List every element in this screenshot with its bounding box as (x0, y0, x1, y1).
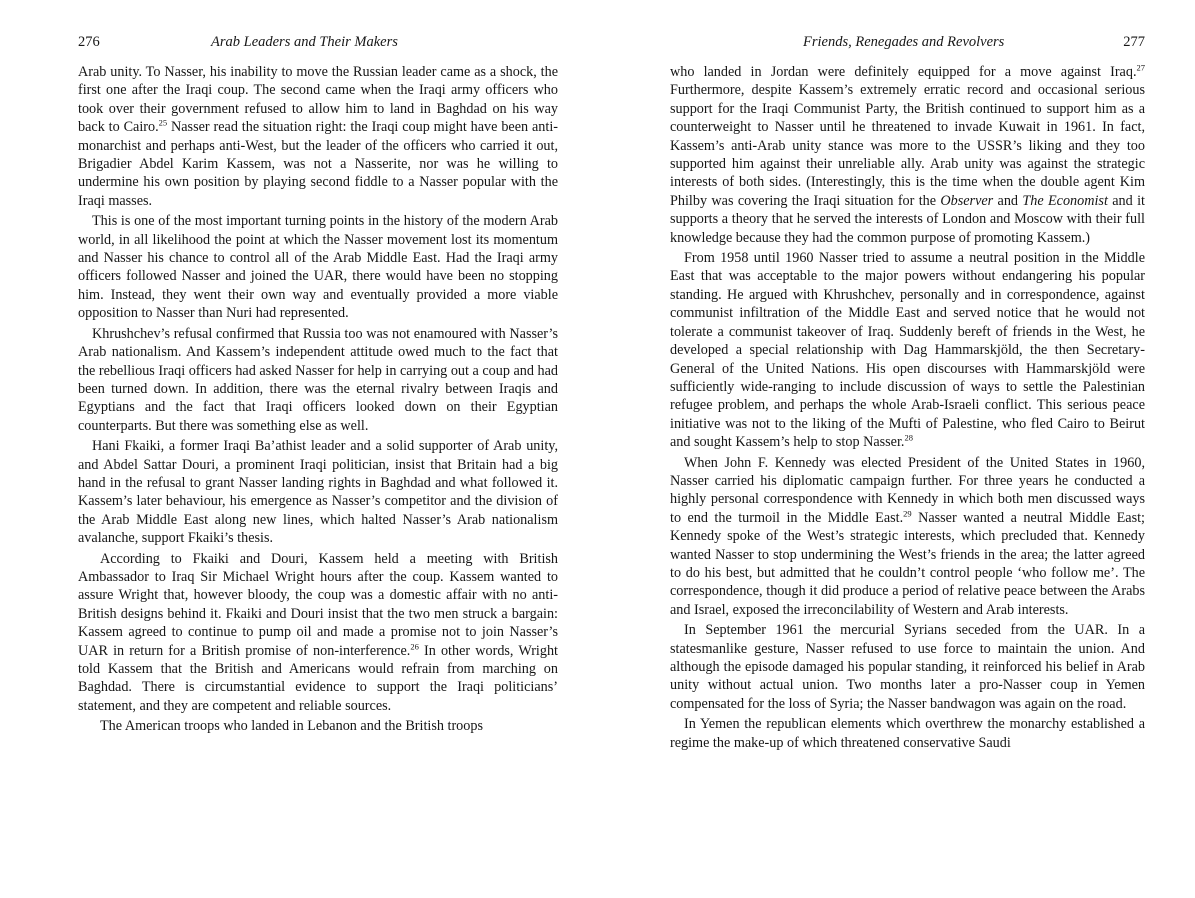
left-body-text (78, 63, 558, 736)
paragraph (670, 621, 1145, 713)
footnote-marker: 25 (158, 117, 168, 128)
paragraph (78, 550, 558, 716)
left-page-number: 276 (78, 34, 100, 50)
body-text-segment: When John F. Kennedy was elected President of the United States in 1960, Nasser carried his diplomatic campaign further. For three years he conducted a highly personal correspondence with Kennedy in which both men discussed ways to end the turmoil in the Middle East. (670, 454, 1145, 526)
italic-title-text: The Economist (1022, 192, 1108, 209)
right-page (600, 0, 1195, 898)
footnote-marker: 26 (410, 640, 419, 651)
body-text-segment: Furthermore, despite Kassem’s extremely erratic record and occasional serious support for the Iraqi Communist Party, the British continued to support him as a counterweight to Nasser until he threatened to invade Kuwait in 1961. In fact, Kassem’s anti-Arab unity stance was more to the USSR’s liking and they too supported him against their unreliable ally. Arab unity was against the strategic interests of both sides. (Interestingly, this is the time when the double agent Kim Philby was covering the Iraqi situation for the (670, 82, 1145, 209)
paragraph (78, 437, 558, 547)
body-text-segment: Nasser wanted a neutral Middle East; Kennedy spoke of the West’s strategic interests, which precluded that. Kennedy wanted Nasser to stop undermining the West’s friends in the area; the latter agreed to do his best, but admitted that he couldn’t control people ‘who follow me’. The correspondence, though it did produce a period of relative peace between the Arabs and Israel, exposed the irreconcilability of Western and Arab interests. (670, 509, 1145, 618)
body-text-segment: In other words, Wright told Kassem that the British and Americans would refrain from marching on Baghdad. There is circumstantial evidence to support the Iraqi politicians’ statement, and they are competent and reliable sources. (78, 642, 558, 714)
paragraph (670, 454, 1145, 620)
body-text-segment: In Yemen the republican elements which overthrew the monarchy established a regime the make-up of which threatened conservative Saudi (670, 716, 1145, 751)
left-running-title: Arab Leaders and Their Makers (211, 34, 398, 50)
body-text-segment: and it supports a theory that he served the interests of London and Moscow with their full knowledge because they had the common purpose of promoting Kassem.) (670, 192, 1145, 246)
paragraph (78, 212, 558, 322)
body-text-segment: From 1958 until 1960 Nasser tried to assume a neutral position in the Middle East that was acceptable to the major powers without endangering his popular standing. He argued with Khrushchev, personally and in correspondence, against communist infiltration of the Middle East and served notice that he would not tolerate a communist takeover of Iraq. Suddenly bereft of friends in the West, he developed a special relationship with Dag Hammarskjöld, the then Secretary-General of the United Nations. His open discourses with Hammarskjöld were sufficiently wide-ranging to include discussion of ways to settle the Palestinian refugee problem, and perhaps the whole Arab-Israeli conflict. This serious peace initiative was not to the liking of the Mufti of Palestine, who fled Cairo to Beirut and sought Kassem’s help to stop Nasser. (670, 250, 1145, 451)
paragraph (78, 717, 558, 735)
right-page-number: 277 (1123, 34, 1145, 50)
body-text-segment: According to Fkaiki and Douri, Kassem held a meeting with British Ambassador to Iraq Sir Michael Wright hours after the coup. Kassem wanted to assure Wright that, however bloody, the coup was a domestic affair with no anti-British designs behind it. Fkaiki and Douri insist that the two men struck a bargain: Kassem agreed to continue to pump oil and made a promise not to join Nasser’s UAR in return for a British promise of non-interference. (78, 550, 558, 659)
italic-title-text: Observer (940, 192, 994, 209)
footnote-marker: 28 (904, 432, 913, 443)
paragraph (78, 325, 558, 435)
paragraph (78, 63, 558, 210)
footnote-marker: 29 (903, 508, 912, 519)
left-running-head (78, 30, 558, 54)
body-text-segment: Arab unity. To Nasser, his inability to move the Russian leader came as a shock, the first one after the Iraqi coup. The second came when the Iraqi army officers who took over their government refused to allow him to land in Baghdad on his way back to Cairo. (78, 64, 558, 136)
body-text-segment: This is one of the most important turning points in the history of the modern Arab world, in all likelihood the point at which the Nasser movement lost its momentum and Nasser his chance to control all of the Arab Middle East. Had the Iraqi army officers followed Nasser and joined the UAR, there would have been no stopping him. Instead, they went their own way and eventually provided a more viable opposition to Nasser than Nuri had represented. (78, 213, 558, 322)
body-text-segment: The American troops who landed in Lebanon and the British troops (100, 718, 483, 735)
body-text-segment: Hani Fkaiki, a former Iraqi Ba’athist leader and a solid supporter of Arab unity, and Abdel Sattar Douri, a prominent Iraqi politician, insist that Britain had a big hand in the refusal to grant Nasser landing rights in Baghdad and what followed it. Kassem’s later behaviour, his emergence as Nasser’s competitor and the division of the Arab Middle East along new lines, which halted Nasser’s Arab nationalism avalanche, support Fkaiki’s thesis. (78, 438, 558, 547)
paragraph (670, 715, 1145, 752)
right-running-title: Friends, Renegades and Revolvers (803, 34, 1005, 50)
body-text-segment: Nasser read the situation right: the Iraqi coup might have been anti-monarchist and perhaps anti-West, but the leader of the officers who carried it out, Brigadier Abdel Karim Kassem, was not a Nasserite, nor was he willing to undermine his own position by playing second fiddle to a Nasser popular with the Iraqi masses. (78, 119, 558, 209)
paragraph (670, 249, 1145, 451)
body-text-segment: In September 1961 the mercurial Syrians seceded from the UAR. In a statesmanlike gesture, Nasser refused to use force to maintain the union. And although the episode damaged his popular standing, it reinforced his belief in Arab unity without actual union. Two months later a pro-Nasser coup in Yemen compensated for the loss of Syria; the Nasser bandwagon was again on the road. (670, 622, 1145, 712)
body-text-segment: Khrushchev’s refusal confirmed that Russia too was not enamoured with Nasser’s Arab nationalism. And Kassem’s independent attitude owed much to the fact that the rebellious Iraqi officers had asked Nasser for help in carrying out a coup and had been turned down. In addition, there was the eternal rivalry between Iraqis and Egyptians and the fact that Iraqi officers looked down on their Egyptian counterparts. But there was something else as well. (78, 325, 558, 434)
paragraph (670, 63, 1145, 247)
body-text-segment: who landed in Jordan were definitely equipped for a move against Iraq. (670, 64, 1137, 80)
right-running-head (670, 30, 1145, 54)
footnote-marker: 27 (1136, 62, 1145, 73)
right-body-text (670, 63, 1145, 752)
body-text-segment: and (993, 192, 1023, 209)
